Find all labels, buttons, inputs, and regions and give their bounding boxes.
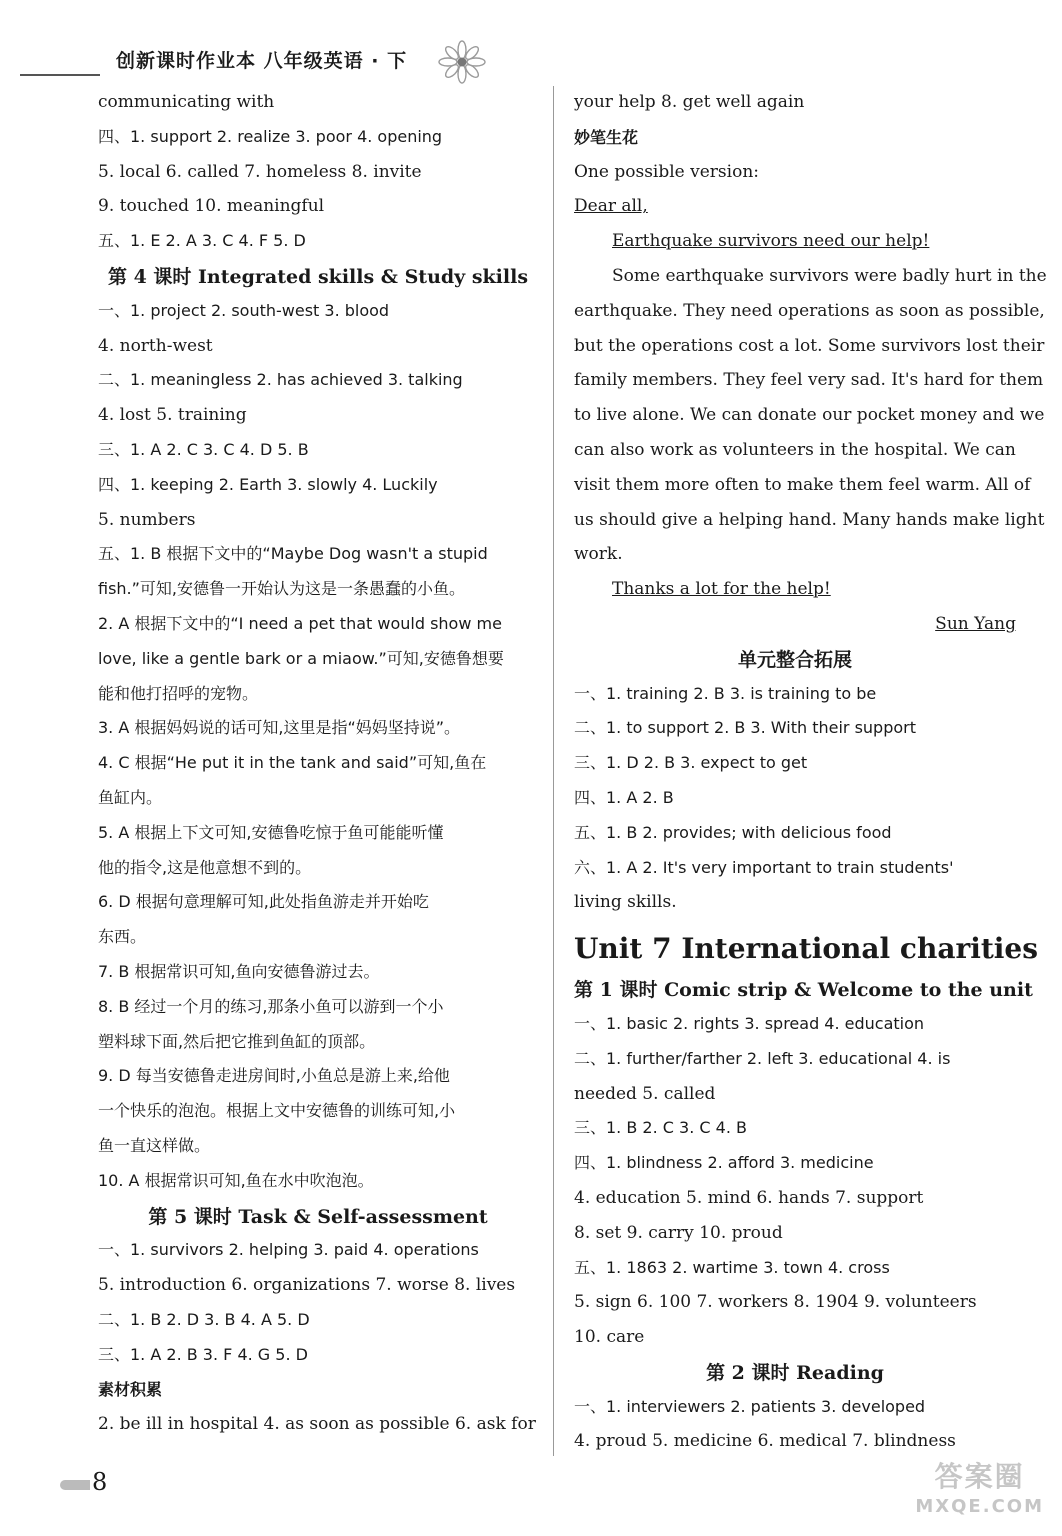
answer-line: 鱼缸内。 — [98, 787, 163, 807]
answer-line: 9. touched 10. meaningful — [98, 196, 325, 217]
answer-line: 四、1. A 2. B — [574, 787, 674, 807]
answer-line: 一、1. basic 2. rights 3. spread 4. education — [574, 1013, 925, 1033]
answer-line: but the operations cost a lot. Some survivors lost their — [574, 335, 1045, 356]
answer-line: 8. set 9. carry 10. proud — [574, 1222, 783, 1243]
answer-line: 二、1. B 2. D 3. B 4. A 5. D — [98, 1309, 310, 1329]
answer-line: 四、1. keeping 2. Earth 3. slowly 4. Luckily — [98, 474, 438, 494]
answer-line: 5. A 根据上下文可知,安德鲁吃惊于鱼可能能听懂 — [98, 822, 444, 842]
letter-underlined-line-text: Thanks a lot for the help! — [612, 579, 831, 600]
answer-line: 一、1. training 2. B 3. is training to be — [574, 683, 877, 703]
letter-paragraph-line: Some earthquake survivors were badly hurt in the — [612, 265, 1047, 286]
answer-line: your help 8. get well again — [574, 92, 805, 112]
answer-line: 二、1. meaningless 2. has achieved 3. talking — [98, 370, 463, 390]
answer-line: communicating with — [98, 92, 275, 112]
answer-line: 2. be ill in hospital 4. as soon as possible 6. ask for — [98, 1414, 536, 1435]
answer-line: 塑料球下面,然后把它推到鱼缸的顶部。 — [98, 1031, 376, 1051]
answer-line: 六、1. A 2. It's very important to train students' — [574, 857, 954, 877]
watermark-url: MXQE.COM — [915, 1496, 1044, 1517]
flower-icon — [434, 40, 490, 84]
answer-line: 2. A 根据下文中的“I need a pet that would show me — [98, 613, 502, 633]
answer-line: 四、1. support 2. realize 3. poor 4. opening — [98, 126, 443, 146]
answer-line: visit them more often to make them feel warm. All of — [574, 474, 1031, 495]
answer-line: 5. sign 6. 100 7. workers 8. 1904 9. volunteers — [574, 1292, 977, 1313]
answer-line: 4. north-west — [98, 335, 213, 356]
answer-line: One possible version: — [574, 161, 759, 182]
answer-line: 9. D 每当安德鲁走进房间时,小鱼总是游上来,给他 — [98, 1066, 450, 1086]
answer-line: 二、1. to support 2. B 3. With their support — [574, 718, 916, 738]
answer-line: 5. numbers — [98, 509, 196, 530]
answer-line: earthquake. They need operations as soon as possible, — [574, 300, 1045, 321]
section-title: 第 1 课时 Comic strip & Welcome to the unit — [574, 979, 1033, 1002]
section-title: 第 2 课时 Reading — [706, 1361, 884, 1384]
answer-line: 10. A 根据常识可知,鱼在水中吹泡泡。 — [98, 1170, 374, 1190]
answer-line: love, like a gentle bark or a miaow.”可知,安德鲁想要 — [98, 648, 504, 668]
page-number: 8 — [92, 1468, 108, 1496]
answer-line: 一、1. survivors 2. helping 3. paid 4. operations — [98, 1240, 479, 1260]
subsection-title: 素材积累 — [98, 1380, 163, 1400]
answer-line: 五、1. E 2. A 3. C 4. F 5. D — [98, 231, 306, 251]
left-column — [98, 88, 538, 1445]
answer-line: 7. B 根据常识可知,鱼向安德鲁游过去。 — [98, 961, 380, 981]
answer-line: 4. education 5. mind 6. hands 7. support — [574, 1187, 924, 1208]
answer-line: needed 5. called — [574, 1083, 716, 1104]
answer-line: fish.”可知,安德鲁一开始认为这是一条愚蠢的小鱼。 — [98, 579, 466, 599]
watermark — [915, 1462, 1044, 1522]
answer-line: 5. local 6. called 7. homeless 8. invite — [98, 161, 422, 182]
answer-line: 3. A 根据妈妈说的话可知,这里是指“妈妈坚持说”。 — [98, 718, 461, 738]
header-rule — [20, 74, 100, 76]
watermark-text: 答案圈 — [934, 1460, 1025, 1493]
page-header — [20, 40, 490, 84]
answer-line: 五、1. 1863 2. wartime 3. town 4. cross — [574, 1257, 890, 1277]
right-column — [574, 88, 1047, 1462]
letter-greeting: Dear all, — [574, 196, 648, 217]
answer-line: 一、1. interviewers 2. patients 3. developed — [574, 1396, 926, 1416]
letter-underlined-line — [574, 227, 1016, 262]
answer-line: 他的指令,这是他意想不到的。 — [98, 857, 312, 877]
answer-line: living skills. — [574, 892, 677, 913]
answer-line: 一个快乐的泡泡。根据上文中安德鲁的训练可知,小 — [98, 1101, 456, 1121]
answer-line: 5. introduction 6. organizations 7. worse 8. lives — [98, 1275, 516, 1296]
answer-line: 8. B 经过一个月的练习,那条小鱼可以游到一个小 — [98, 996, 444, 1016]
answer-line: can also work as volunteers in the hospital. We can — [574, 439, 1016, 460]
answer-line: to live alone. We can donate our pocket money and we — [574, 405, 1045, 426]
letter-underlined-line-text: Earthquake survivors need our help! — [612, 231, 930, 252]
answer-line: 一、1. project 2. south-west 3. blood — [98, 300, 390, 320]
answer-line: 4. lost 5. training — [98, 405, 247, 426]
letter-signature-text: Sun Yang — [935, 613, 1016, 634]
answer-line: work. — [574, 544, 623, 565]
answer-line: 东西。 — [98, 927, 147, 947]
subsection-title: 妙笔生花 — [574, 127, 639, 147]
answer-line: family members. They feel very sad. It's hard for them — [574, 370, 1044, 391]
section-title: 第 4 课时 Integrated skills & Study skills — [107, 265, 529, 288]
answer-line: us should give a helping hand. Many hands make light — [574, 509, 1045, 530]
answer-line: 三、1. D 2. B 3. expect to get — [574, 753, 808, 773]
section-title: 单元整合拓展 — [737, 648, 852, 671]
answer-line: 五、1. B 根据下文中的“Maybe Dog wasn't a stupid — [98, 544, 488, 564]
section-title: 第 5 课时 Task & Self-assessment — [148, 1205, 488, 1228]
answer-line: 二、1. further/farther 2. left 3. educational 4. is — [574, 1048, 951, 1068]
unit-title: Unit 7 International charities — [574, 932, 1038, 966]
header-title: 创新课时作业本 八年级英语 · 下 — [116, 50, 408, 72]
letter-signature — [574, 610, 1016, 645]
column-divider — [553, 86, 554, 1456]
answer-line: 四、1. blindness 2. afford 3. medicine — [574, 1153, 874, 1173]
answer-line: 10. care — [574, 1327, 645, 1348]
answer-line: 三、1. A 2. C 3. C 4. D 5. B — [98, 439, 309, 459]
answer-line: 三、1. B 2. C 3. C 4. B — [574, 1118, 747, 1138]
answer-line: 能和他打招呼的宠物。 — [98, 683, 259, 703]
letter-underlined-line — [574, 575, 1016, 610]
answer-line: 鱼一直这样做。 — [98, 1135, 211, 1155]
arrow-icon — [60, 1480, 90, 1490]
answer-line: 五、1. B 2. provides; with delicious food — [574, 822, 892, 842]
answer-line: 4. C 根据“He put it in the tank and said”可知,鱼在 — [98, 753, 487, 773]
answer-line: 4. proud 5. medicine 6. medical 7. blindness — [574, 1431, 956, 1452]
answer-line: 三、1. A 2. B 3. F 4. G 5. D — [98, 1344, 308, 1364]
answer-line: 6. D 根据句意理解可知,此处指鱼游走并开始吃 — [98, 892, 429, 912]
